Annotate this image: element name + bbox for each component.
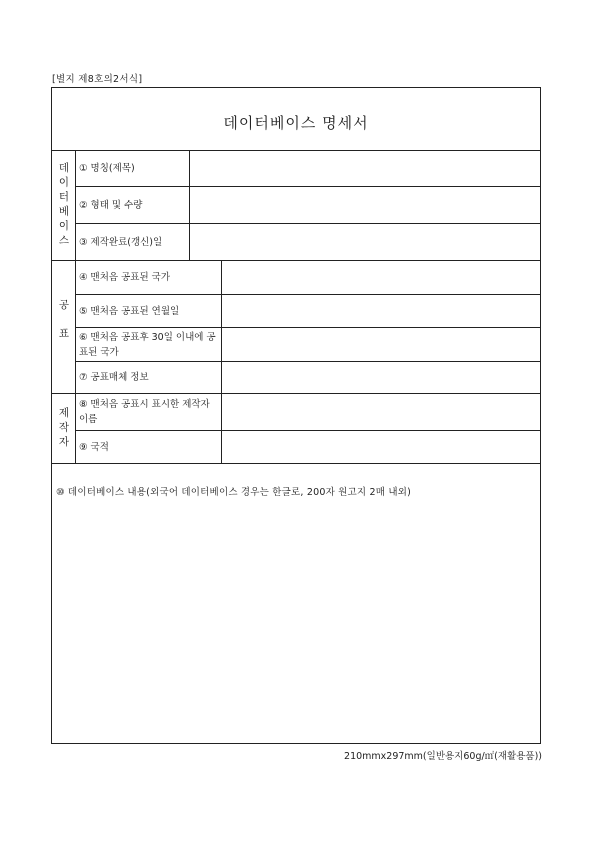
section-label-producer-text: 제작자	[57, 406, 70, 451]
section-label-database-text: 데이터베이스	[57, 161, 70, 249]
field-label-completion-date: ③ 제작완료(갱신)일	[76, 224, 190, 261]
field-value-producer-name[interactable]	[222, 394, 540, 431]
section-label-database	[52, 150, 76, 261]
field-label-first-pub-country: ④ 맨처음 공표된 국가	[76, 261, 222, 295]
title-row	[52, 88, 540, 151]
field-value-completion-date[interactable]	[190, 224, 540, 261]
field-label-first-pub-date: ⑤ 맨처음 공표된 연월일	[76, 295, 222, 328]
field-label-pub-media: ⑦ 공표매체 정보	[76, 362, 222, 394]
field-label-name: ① 명칭(제목)	[76, 150, 190, 187]
section-label-publication-text: 공표	[57, 298, 70, 356]
content-section[interactable]	[52, 464, 540, 743]
field-label-producer-name: ⑧ 맨처음 공표시 표시한 제작자 이름	[76, 394, 222, 431]
field-value-form-quantity[interactable]	[190, 187, 540, 224]
field-value-name[interactable]	[190, 150, 540, 187]
field-label-content: ⑩ 데이터베이스 내용(외국어 데이터베이스 경우는 한글로, 200자 원고지 2매 내외)	[56, 487, 412, 498]
form-reference: [별지 제8호의2서식]	[52, 74, 143, 85]
field-value-pub-within-30[interactable]	[222, 328, 540, 362]
form-frame	[51, 87, 541, 744]
field-label-nationality: ⑨ 국적	[76, 431, 222, 464]
field-value-nationality[interactable]	[222, 431, 540, 464]
page-title: 데이터베이스 명세서	[223, 113, 369, 132]
field-label-form-quantity: ② 형태 및 수량	[76, 187, 190, 224]
field-value-first-pub-country[interactable]	[222, 261, 540, 295]
section-label-publication	[52, 261, 76, 394]
field-value-first-pub-date[interactable]	[222, 295, 540, 328]
field-label-pub-within-30: ⑥ 맨처음 공표후 30일 이내에 공표된 국가	[76, 328, 222, 362]
section-label-producer	[52, 394, 76, 464]
paper-spec: 210mmx297mm(일반용지60g/㎡(재활용품))	[344, 751, 542, 762]
field-value-pub-media[interactable]	[222, 362, 540, 394]
